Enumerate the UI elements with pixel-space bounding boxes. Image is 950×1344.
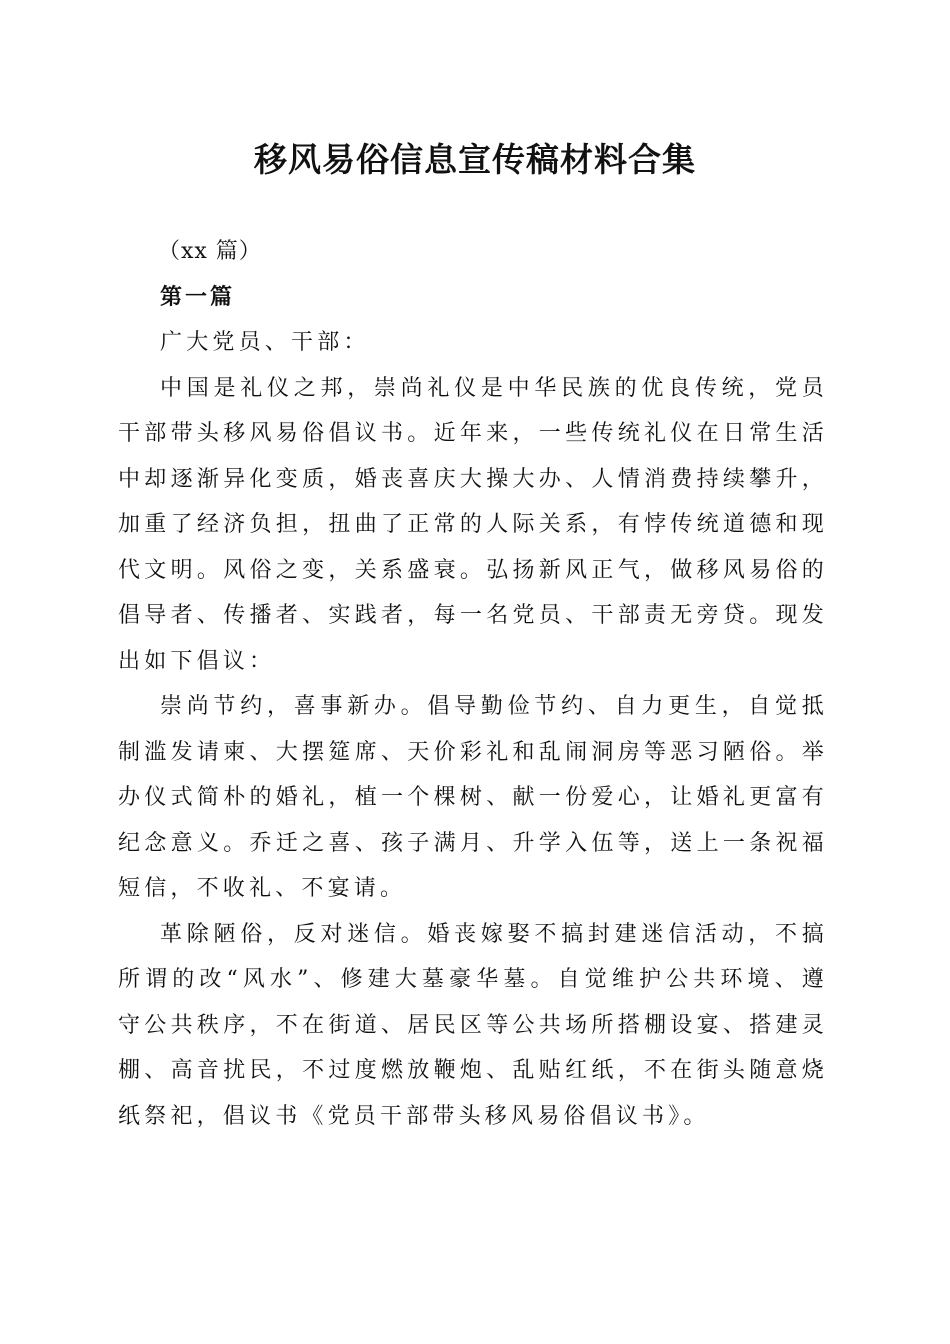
paragraph: 崇尚节约，喜事新办。倡导勤俭节约、自力更生，自觉抵制滥发请柬、大摆筵席、天价彩礼和乱闹洞房等恶习陋俗。举办仪式简朴的婚礼，植一个棵树、献一份爱心，让婚礼更富有纪念意义。乔迁之喜、孩子满月、升学入伍等，送上一条祝福短信，不收礼、不宴请。 xyxy=(118,694,828,901)
section-heading: 第一篇 xyxy=(160,283,236,310)
paragraph: 革除陋俗，反对迷信。婚丧嫁娶不搞封建迷信活动，不搞所谓的改“风水”、修建大墓豪华墓。自觉维护公共环境、遵守公共秩序，不在街道、居民区等公共场所搭棚设宴、搭建灵棚、高音扰民，不过度燃放鞭炮、乱贴红纸，不在街头随意烧纸祭祀，倡议书《党员干部带头移风易俗倡议书》。 xyxy=(118,921,828,1129)
article-count-note: （xx 篇） xyxy=(158,239,262,264)
document-body xyxy=(118,229,828,1139)
document-title: 移风易俗信息宣传稿材料合集 xyxy=(254,140,696,179)
salutation: 广大党员、干部： xyxy=(160,330,370,355)
paragraph: 中国是礼仪之邦，崇尚礼仪是中华民族的优良传统，党员干部带头移风易俗倡议书。近年来，一些传统礼仪在日常生活中却逐渐异化变质，婚丧喜庆大操大办、人情消费持续攀升，加重了经济负担，扭曲了正常的人际关系，有悖传统道德和现代文明。风俗之变，关系盛衰。弘扬新风正气，做移风易俗的倡导者、传播者、实践者，每一名党员、干部责无旁贷。现发出如下倡议： xyxy=(118,375,828,674)
